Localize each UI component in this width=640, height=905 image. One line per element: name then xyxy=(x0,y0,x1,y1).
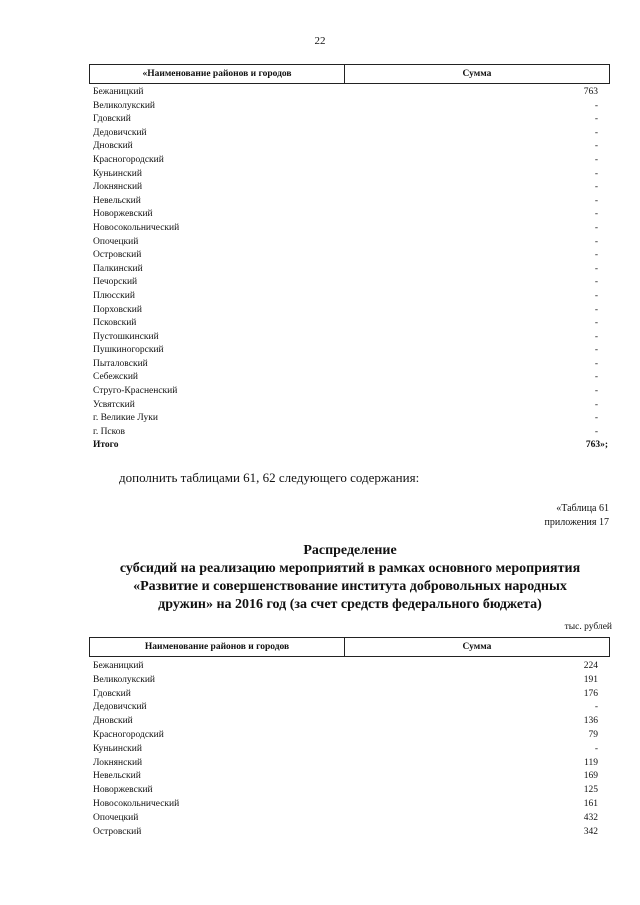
row-name: Дедовичский xyxy=(93,127,147,138)
table-row xyxy=(89,674,610,688)
table-1-header xyxy=(89,64,610,84)
table-row xyxy=(89,168,610,182)
row-value: 191 xyxy=(583,674,598,685)
body-paragraph: дополнить таблицами 61, 62 следующего содержания: xyxy=(119,470,420,485)
row-name: Невельский xyxy=(93,771,141,782)
row-value: 432 xyxy=(583,812,598,823)
row-name: Пушкиногорский xyxy=(93,345,164,356)
row-name: Дновский xyxy=(93,141,133,152)
row-value: - xyxy=(594,154,598,165)
table-row xyxy=(89,426,610,440)
row-value: - xyxy=(594,358,598,369)
row-value: 176 xyxy=(583,688,598,699)
row-value: - xyxy=(594,222,598,233)
table-2-header-sum: Сумма xyxy=(462,642,492,652)
row-value: 125 xyxy=(583,785,598,796)
row-name: Себежский xyxy=(93,372,138,383)
table-1-header-sum: Сумма xyxy=(462,69,492,79)
row-name: Струго-Красненский xyxy=(93,386,178,397)
table-row xyxy=(89,688,610,702)
table-row xyxy=(89,195,610,209)
row-name: Дновский xyxy=(93,716,133,727)
table-ref-line-2: приложения 17 xyxy=(544,517,609,528)
row-value: - xyxy=(594,209,598,220)
row-name: Локнянский xyxy=(93,182,143,193)
row-name: Новосокольнический xyxy=(93,222,180,233)
row-name: Гдовский xyxy=(93,114,131,125)
row-name: Усвятский xyxy=(93,399,135,410)
table-row xyxy=(89,826,610,840)
table-row xyxy=(89,290,610,304)
table-row xyxy=(89,86,610,100)
table-row xyxy=(89,371,610,385)
row-value: - xyxy=(594,250,598,261)
row-name: Гдовский xyxy=(93,688,131,699)
row-value: - xyxy=(594,345,598,356)
row-value: - xyxy=(594,304,598,315)
row-name: Великолукский xyxy=(93,100,156,111)
row-value: - xyxy=(594,413,598,424)
table-1-body xyxy=(89,84,610,439)
table-2-header-name: Наименование районов и городов xyxy=(90,638,345,656)
table-row xyxy=(89,399,610,413)
table-row xyxy=(89,263,610,277)
table-row xyxy=(89,127,610,141)
row-name: Опочецкий xyxy=(93,812,139,823)
heading-line-2: субсидий на реализацию мероприятий в рамках основного мероприятия xyxy=(119,561,581,576)
row-value: - xyxy=(594,318,598,329)
table-2-header xyxy=(89,637,610,657)
row-name: Новосокольнический xyxy=(93,798,180,809)
table-1-header-name: «Наименование районов и городов xyxy=(90,65,345,83)
table-row xyxy=(89,660,610,674)
table-row xyxy=(89,729,610,743)
row-value: 763 xyxy=(583,87,598,97)
row-name: Новоржевский xyxy=(93,785,153,796)
table-row xyxy=(89,701,610,715)
table-row xyxy=(89,757,610,771)
row-name: Порховский xyxy=(93,304,142,315)
row-value: - xyxy=(594,426,598,437)
row-value: 119 xyxy=(584,757,598,768)
row-name: Великолукский xyxy=(93,674,156,685)
row-value: 169 xyxy=(583,771,598,782)
row-value: 161 xyxy=(583,798,598,809)
table-row xyxy=(89,181,610,195)
row-value: 342 xyxy=(583,826,598,837)
table-1-total-row xyxy=(89,439,610,453)
row-value: - xyxy=(594,141,598,152)
row-name: Бежаницкий xyxy=(93,87,144,97)
table-2-body xyxy=(89,657,610,839)
row-name: Пустошкинский xyxy=(93,331,159,342)
table-row xyxy=(89,140,610,154)
row-value: - xyxy=(594,290,598,301)
row-value: - xyxy=(594,743,598,754)
table-ref-line-1: «Таблица 61 xyxy=(556,503,609,514)
table-row xyxy=(89,412,610,426)
row-value: - xyxy=(594,331,598,342)
row-name: Плюсский xyxy=(93,290,135,301)
unit-label: тыс. рублей xyxy=(564,622,612,632)
heading-title: Распределение xyxy=(303,543,397,558)
table-row xyxy=(89,715,610,729)
heading-line-3: «Развитие и совершенствование института добровольных народных xyxy=(133,579,567,594)
table-row xyxy=(89,385,610,399)
row-name: Куньинский xyxy=(93,168,142,179)
table-row xyxy=(89,344,610,358)
row-name: Невельский xyxy=(93,195,141,206)
row-name: г. Великие Луки xyxy=(93,413,158,424)
row-value: 224 xyxy=(583,661,598,671)
table-row xyxy=(89,743,610,757)
table-row xyxy=(89,100,610,114)
row-name: Бежаницкий xyxy=(93,661,144,671)
row-name: Палкинский xyxy=(93,263,143,274)
row-value: - xyxy=(594,127,598,138)
row-name: Красногородский xyxy=(93,729,164,740)
row-value: - xyxy=(594,195,598,206)
table-row xyxy=(89,236,610,250)
row-name: Пыталовский xyxy=(93,358,148,369)
row-name: г. Псков xyxy=(93,426,126,437)
table-2 xyxy=(89,637,610,839)
row-value: - xyxy=(594,263,598,274)
table-row xyxy=(89,208,610,222)
table-row xyxy=(89,113,610,127)
table-row xyxy=(89,276,610,290)
row-name: Новоржевский xyxy=(93,209,153,220)
table-row xyxy=(89,358,610,372)
table-row xyxy=(89,798,610,812)
table-row xyxy=(89,784,610,798)
table-row xyxy=(89,304,610,318)
table-1-total-label: Итого xyxy=(93,440,119,451)
row-value: - xyxy=(594,114,598,125)
table-1-total-value: 763»; xyxy=(585,440,608,451)
heading-line-4: дружин» на 2016 год (за счет средств федерального бюджета) xyxy=(158,597,542,612)
table-row xyxy=(89,812,610,826)
table-row xyxy=(89,331,610,345)
table-row xyxy=(89,249,610,263)
row-value: - xyxy=(594,277,598,288)
row-value: - xyxy=(594,399,598,410)
row-name: Опочецкий xyxy=(93,236,139,247)
table-1 xyxy=(89,64,610,453)
row-value: 79 xyxy=(588,729,598,740)
row-value: - xyxy=(594,372,598,383)
row-name: Дедовичский xyxy=(93,702,147,713)
row-name: Красногородский xyxy=(93,154,164,165)
row-value: - xyxy=(594,182,598,193)
page-number: 22 xyxy=(314,35,326,47)
row-value: - xyxy=(594,386,598,397)
row-name: Псковский xyxy=(93,318,137,329)
table-row xyxy=(89,317,610,331)
row-value: - xyxy=(594,702,598,713)
row-name: Локнянский xyxy=(93,757,143,768)
row-name: Куньинский xyxy=(93,743,142,754)
row-value: - xyxy=(594,168,598,179)
row-name: Островский xyxy=(93,826,142,837)
table-row xyxy=(89,770,610,784)
table-row xyxy=(89,222,610,236)
row-value: 136 xyxy=(583,716,598,727)
row-name: Островский xyxy=(93,250,142,261)
row-name: Печорский xyxy=(93,277,138,288)
row-value: - xyxy=(594,100,598,111)
table-row xyxy=(89,154,610,168)
row-value: - xyxy=(594,236,598,247)
